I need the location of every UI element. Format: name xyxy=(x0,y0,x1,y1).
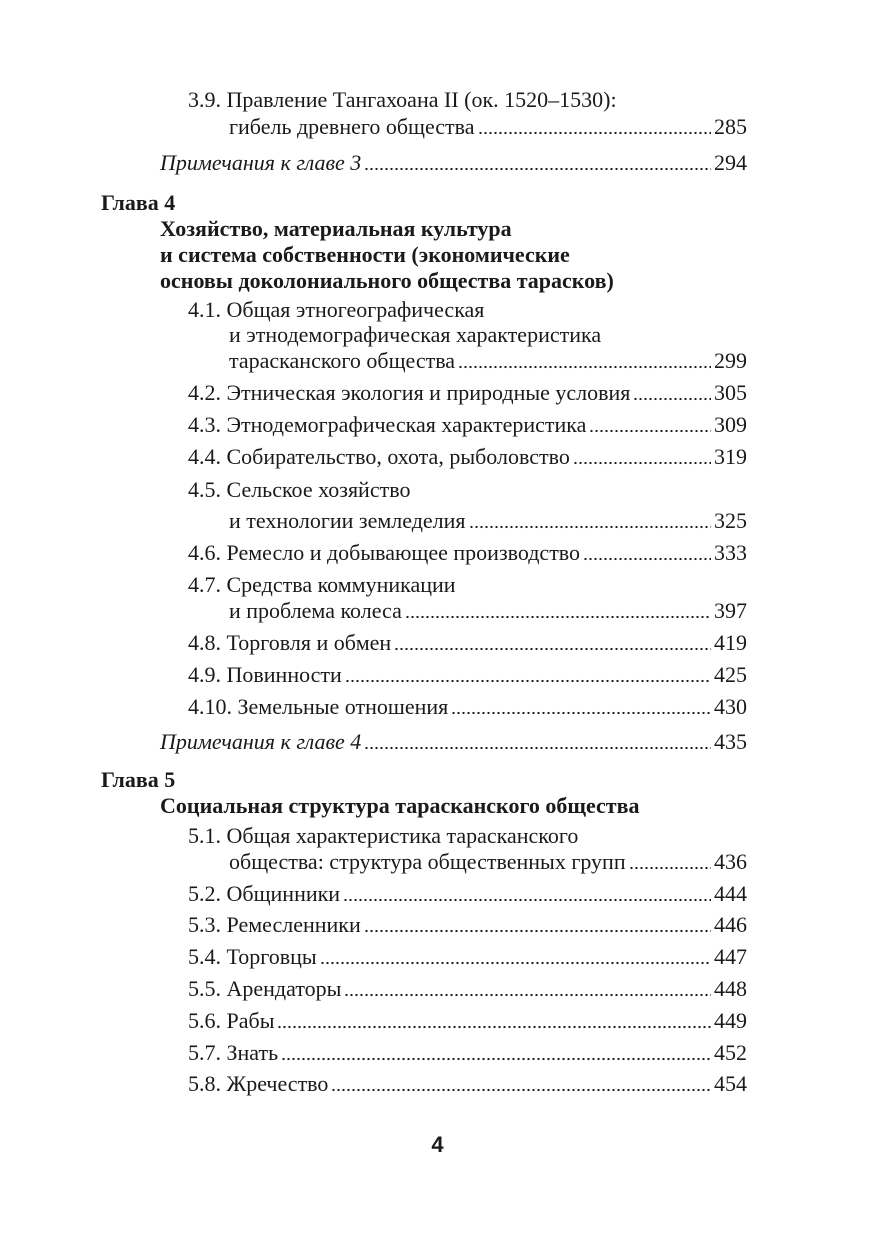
section-number: 5.7. xyxy=(188,1040,221,1065)
section-number: 4.3. xyxy=(188,412,221,437)
chapter-4-title-line2: и система собственности (экономические xyxy=(160,242,570,267)
section-number: 5.2. xyxy=(188,881,221,906)
page-ref: 285 xyxy=(714,114,747,139)
toc-entry-3-9 xyxy=(188,87,617,113)
section-number: 5.8. xyxy=(188,1071,221,1096)
chapter-5-label: Глава 5 xyxy=(101,767,176,792)
chapter-5-title: Социальная структура тарасканского общества xyxy=(160,793,640,818)
page-ref: 448 xyxy=(714,976,747,1001)
leader-dots xyxy=(343,898,711,902)
section-number: 5.6. xyxy=(188,1008,221,1033)
section-title: Земельные отношения xyxy=(237,694,449,719)
section-title: Повинности xyxy=(226,662,342,687)
section-title: Торговля и обмен xyxy=(226,630,392,655)
leader-dots xyxy=(394,647,711,651)
page-ref: 449 xyxy=(714,1008,747,1033)
section-title-line1: Общая характеристика тарасканского xyxy=(226,823,579,848)
toc-entry-4-6 xyxy=(188,540,747,566)
toc-entry-4-5-cont xyxy=(229,508,747,534)
chapter-4-label: Глава 4 xyxy=(101,190,176,215)
section-title-line1: Правление Тангахоана II (ок. 1520–1530): xyxy=(226,87,617,112)
page-ref: 325 xyxy=(714,508,747,533)
page-ref: 446 xyxy=(714,912,747,937)
section-title: Жречество xyxy=(226,1071,329,1096)
section-title: Общинники xyxy=(226,881,341,906)
page-ref: 294 xyxy=(714,150,747,175)
section-number: 4.9. xyxy=(188,662,221,687)
toc-entry-4-7-cont xyxy=(229,598,747,624)
section-number: 4.10. xyxy=(188,694,232,719)
page-ref: 333 xyxy=(714,540,747,565)
page-ref: 435 xyxy=(714,729,747,754)
leader-dots xyxy=(633,397,711,401)
section-title-line2: и проблема колеса xyxy=(229,598,402,623)
toc-entry-5-8 xyxy=(188,1071,747,1097)
page-ref: 454 xyxy=(714,1071,747,1096)
page-ref: 452 xyxy=(714,1040,747,1065)
toc-entry-4-1-cont xyxy=(229,348,747,374)
leader-dots xyxy=(364,167,711,171)
toc-entry-5-1 xyxy=(188,823,578,849)
page-ref: 444 xyxy=(714,881,747,906)
leader-dots xyxy=(573,461,711,465)
section-title-line2: общества: структура общественных групп xyxy=(229,849,626,874)
toc-notes-3 xyxy=(160,150,747,176)
section-title-line1: Общая этногеографическая xyxy=(226,297,485,322)
toc-entry-4-2 xyxy=(188,380,747,406)
page-ref: 305 xyxy=(714,380,747,405)
page-ref: 436 xyxy=(714,849,747,874)
page-ref: 419 xyxy=(714,630,747,655)
section-number: 5.5. xyxy=(188,976,221,1001)
page-ref: 309 xyxy=(714,412,747,437)
toc-entry-5-4 xyxy=(188,944,747,970)
toc-entry-5-5 xyxy=(188,976,747,1002)
notes-title: Примечания к главе 4 xyxy=(160,729,362,754)
leader-dots xyxy=(281,1057,711,1061)
section-title: Ремесло и добывающее производство xyxy=(226,540,581,565)
leader-dots xyxy=(469,525,711,529)
section-number: 4.2. xyxy=(188,380,221,405)
section-number: 4.4. xyxy=(188,444,221,469)
page-ref: 319 xyxy=(714,444,747,469)
toc-entry-5-1-cont xyxy=(229,849,747,875)
leader-dots xyxy=(344,993,711,997)
section-number: 4.6. xyxy=(188,540,221,565)
section-title: Этнодемографическая характеристика xyxy=(226,412,587,437)
toc-entry-4-5 xyxy=(188,477,410,503)
section-title-line3: тарасканского общества xyxy=(229,348,456,373)
leader-dots xyxy=(277,1025,711,1029)
section-number: 5.1. xyxy=(188,823,221,848)
section-number: 4.7. xyxy=(188,572,221,597)
leader-dots xyxy=(583,557,711,561)
toc-entry-5-3 xyxy=(188,912,747,938)
toc-entry-4-1 xyxy=(188,297,484,323)
section-number: 5.4. xyxy=(188,944,221,969)
chapter-4-title-line3: основы доколониального общества тарасков) xyxy=(160,268,614,293)
section-title: Торговцы xyxy=(226,944,317,969)
section-number: 4.8. xyxy=(188,630,221,655)
page-number: 4 xyxy=(431,1132,444,1157)
page-ref: 397 xyxy=(714,598,747,623)
section-title-line1: Средства коммуникации xyxy=(226,572,456,597)
leader-dots xyxy=(364,746,711,750)
leader-dots xyxy=(589,429,711,433)
notes-title: Примечания к главе 3 xyxy=(160,150,362,175)
toc-entry-4-10 xyxy=(188,694,747,720)
toc-notes-4 xyxy=(160,729,747,755)
section-title-line2: и этнодемографическая характеристика xyxy=(229,322,602,347)
page-ref: 447 xyxy=(714,944,747,969)
page-ref: 299 xyxy=(714,348,747,373)
leader-dots xyxy=(451,711,711,715)
section-number: 4.1. xyxy=(188,297,221,322)
leader-dots xyxy=(320,961,711,965)
section-title: Рабы xyxy=(226,1008,275,1033)
leader-dots xyxy=(331,1088,711,1092)
section-number: 3.9. xyxy=(188,87,221,112)
leader-dots xyxy=(405,615,711,619)
leader-dots xyxy=(458,365,711,369)
section-title-line1: Сельское хозяйство xyxy=(226,477,411,502)
section-title: Ремесленники xyxy=(226,912,361,937)
leader-dots xyxy=(345,679,711,683)
toc-entry-4-9 xyxy=(188,662,747,688)
toc-entry-3-9-cont xyxy=(229,114,747,140)
toc-entry-4-8 xyxy=(188,630,747,656)
section-number: 4.5. xyxy=(188,477,221,502)
toc-entry-4-4 xyxy=(188,444,747,470)
section-number: 5.3. xyxy=(188,912,221,937)
leader-dots xyxy=(629,866,711,870)
leader-dots xyxy=(364,929,711,933)
section-title: Знать xyxy=(226,1040,279,1065)
section-title: Этническая экология и природные условия xyxy=(226,380,631,405)
page-ref: 425 xyxy=(714,662,747,687)
toc-entry-5-7 xyxy=(188,1040,747,1066)
page-ref: 430 xyxy=(714,694,747,719)
toc-entry-5-2 xyxy=(188,881,747,907)
chapter-4-title-line1: Хозяйство, материальная культура xyxy=(160,216,512,241)
toc-entry-5-6 xyxy=(188,1008,747,1034)
section-title-line2: и технологии земледелия xyxy=(229,508,466,533)
toc-entry-4-7 xyxy=(188,572,456,598)
section-title-line2: гибель древнего общества xyxy=(229,114,475,139)
leader-dots xyxy=(478,131,711,135)
toc-entry-4-3 xyxy=(188,412,747,438)
section-title: Собирательство, охота, рыболовство xyxy=(226,444,570,469)
section-title: Арендаторы xyxy=(226,976,342,1001)
